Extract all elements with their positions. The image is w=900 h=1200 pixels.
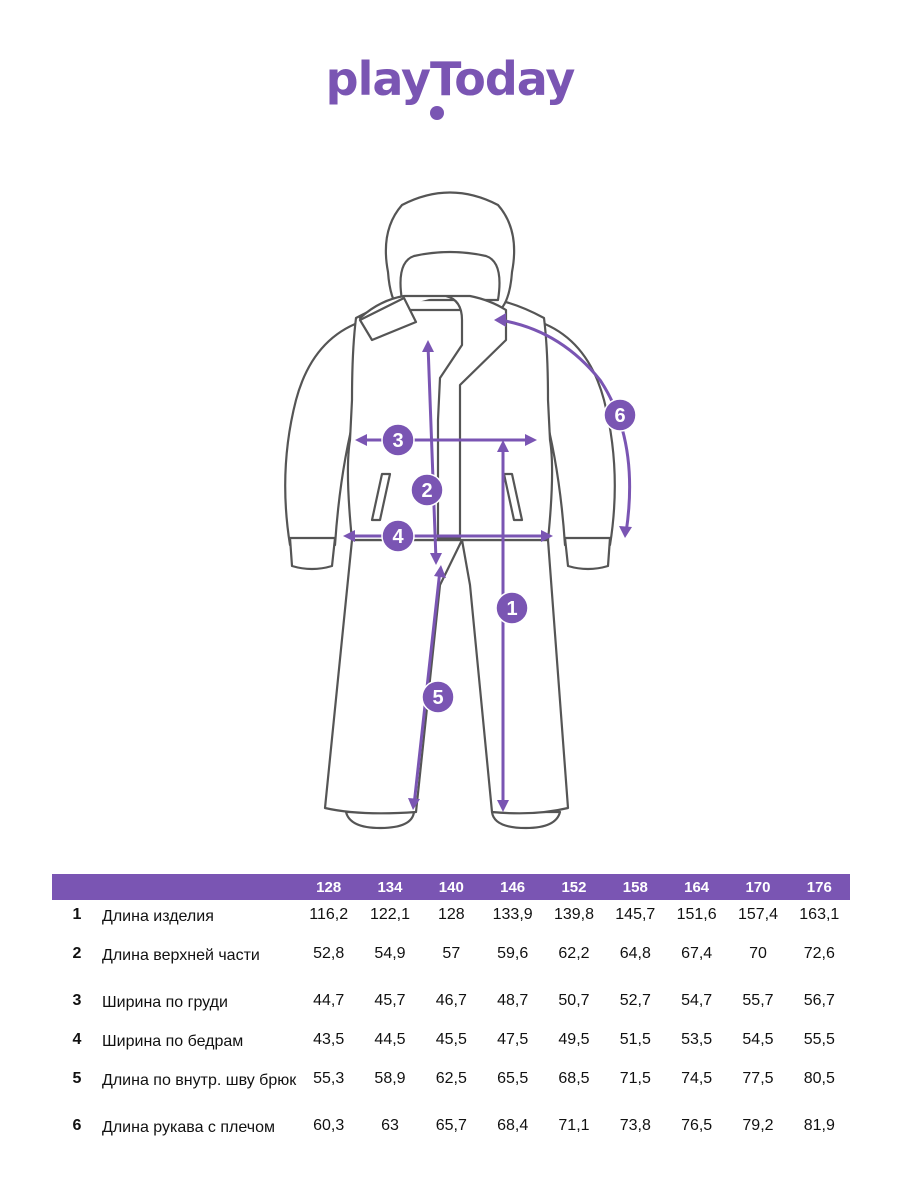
marker-5-label: 5 [432, 687, 444, 709]
measurement-cell: 128 [437, 906, 465, 923]
marker-4-label: 4 [392, 526, 404, 548]
row-label: Длина по внутр. шву брюк [102, 1072, 297, 1089]
table-row [52, 900, 850, 939]
measurement-cell: 56,7 [803, 992, 835, 1009]
size-header: 152 [543, 874, 604, 900]
size-chart [52, 874, 850, 1158]
measurement-cell: 51,5 [619, 1031, 651, 1048]
measurement-cell: 133,9 [492, 906, 533, 923]
measurement-cell: 68,5 [558, 1070, 590, 1087]
measurement-cell: 80,5 [803, 1070, 835, 1087]
measurement-cell: 53,5 [681, 1031, 713, 1048]
measurement-cell: 63 [381, 1117, 399, 1134]
measurement-cell: 122,1 [369, 906, 411, 923]
right-cuff [565, 538, 610, 569]
measurement-cell: 157,4 [737, 906, 778, 923]
arrow-4-left [343, 530, 355, 542]
row-number: 2 [72, 945, 82, 962]
size-header: 158 [605, 874, 666, 900]
measurement-cell: 71,1 [558, 1117, 590, 1134]
measurement-cell: 46,7 [435, 992, 467, 1009]
measurement-cell: 68,4 [497, 1117, 529, 1134]
header-blank-label [102, 874, 298, 900]
measurement-cell: 72,6 [803, 945, 835, 962]
row-label: Ширина по груди [102, 994, 228, 1011]
measurement-cell: 60,3 [313, 1117, 345, 1134]
measurement-cell: 65,7 [435, 1117, 467, 1134]
measurement-cell: 67,4 [681, 945, 713, 962]
row-number: 6 [72, 1117, 82, 1134]
measurement-cell: 59,6 [497, 945, 529, 962]
measurement-cell: 54,9 [374, 945, 406, 962]
row-label: Длина изделия [102, 908, 214, 925]
measurement-cell: 58,9 [374, 1070, 406, 1087]
hood-inner [401, 252, 500, 300]
marker-3-label: 3 [392, 430, 404, 452]
table-row [52, 939, 850, 986]
row-number: 5 [72, 1070, 82, 1087]
measurement-cell: 50,7 [558, 992, 590, 1009]
marker-6-label: 6 [614, 405, 626, 427]
size-header: 176 [789, 874, 850, 900]
left-cuff [290, 538, 335, 569]
measurement-cell: 71,5 [619, 1070, 651, 1087]
measurement-cell: 62,5 [435, 1070, 467, 1087]
row-label: Длина верхней части [102, 947, 260, 964]
size-table [52, 874, 850, 1158]
size-header: 140 [421, 874, 482, 900]
measurement-cell: 44,7 [313, 992, 345, 1009]
marker-1-label: 1 [506, 598, 518, 620]
row-number: 3 [72, 992, 82, 1009]
size-header: 146 [482, 874, 543, 900]
arrow-6-bottom [619, 526, 632, 538]
measurement-cell: 64,8 [619, 945, 651, 962]
measurement-cell: 139,8 [553, 906, 594, 923]
measurement-cell: 79,2 [742, 1117, 774, 1134]
measurement-cell: 44,5 [374, 1031, 406, 1048]
right-boot [492, 812, 560, 828]
row-label: Длина рукава с плечом [102, 1119, 275, 1136]
measurement-cell: 62,2 [558, 945, 590, 962]
size-header: 164 [666, 874, 727, 900]
measurement-cell: 54,5 [742, 1031, 774, 1048]
measurement-cell: 45,5 [435, 1031, 467, 1048]
measurement-cell: 57 [442, 945, 461, 962]
measurement-cell: 145,7 [615, 906, 656, 923]
measurement-cell: 81,9 [803, 1117, 835, 1134]
measurement-cell: 77,5 [742, 1070, 774, 1087]
measurement-cell: 54,7 [681, 992, 713, 1009]
size-header: 128 [298, 874, 359, 900]
measurement-cell: 55,5 [803, 1031, 835, 1048]
measurement-cell: 163,1 [799, 906, 840, 923]
row-number: 4 [72, 1031, 82, 1048]
table-row [52, 1025, 850, 1064]
row-number: 1 [72, 906, 82, 923]
marker-2-label: 2 [421, 480, 433, 502]
table-row [52, 1111, 850, 1158]
table-row [52, 986, 850, 1025]
size-header: 134 [359, 874, 420, 900]
measurement-cell: 47,5 [497, 1031, 529, 1048]
measurement-cell: 76,5 [681, 1117, 713, 1134]
measurement-cell: 70 [749, 945, 767, 962]
measurement-cell: 151,6 [676, 906, 717, 923]
table-row [52, 1064, 850, 1111]
size-header: 170 [727, 874, 788, 900]
measurement-cell: 55,3 [313, 1070, 345, 1087]
measurement-cell: 45,7 [374, 992, 406, 1009]
measurement-cell: 52,7 [619, 992, 651, 1009]
size-header-row [52, 874, 850, 900]
measurement-cell: 65,5 [497, 1070, 529, 1087]
brand-logo: playToday [325, 52, 575, 106]
measurement-cell: 116,2 [309, 906, 349, 923]
pants [325, 540, 568, 813]
measurement-cell: 49,5 [558, 1031, 590, 1048]
header-blank-num [52, 874, 102, 900]
measurement-cell: 52,8 [313, 945, 345, 962]
row-label: Ширина по бедрам [102, 1033, 244, 1050]
measurement-cell: 74,5 [681, 1070, 713, 1087]
measurement-cell: 43,5 [313, 1031, 345, 1048]
measurement-cell: 73,8 [619, 1117, 651, 1134]
measurement-cell: 55,7 [742, 992, 774, 1009]
measurement-cell: 48,7 [497, 992, 529, 1009]
